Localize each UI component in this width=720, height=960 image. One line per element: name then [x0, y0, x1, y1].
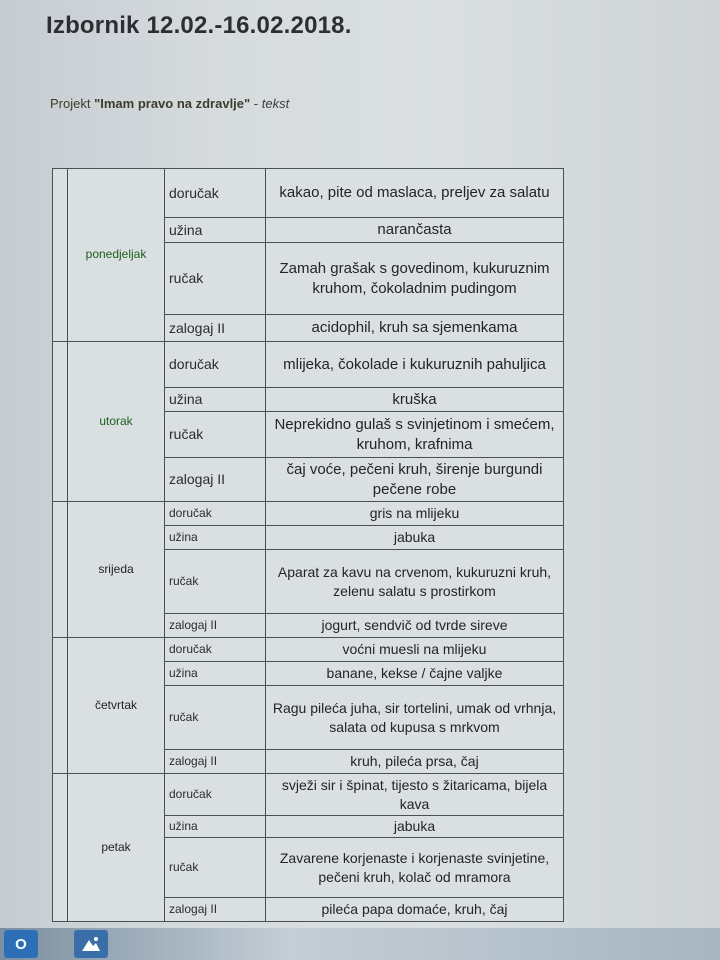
food-cell: gris na mlijeku: [266, 502, 564, 526]
row-stub: [53, 342, 68, 502]
meal-label: zalogaj II: [165, 458, 266, 502]
meal-label: ručak: [165, 686, 266, 750]
project-line: [50, 96, 289, 111]
meal-label: doručak: [165, 342, 266, 388]
food-cell: Ragu pileća juha, sir tortelini, umak od vrhnja, salata od kupusa s mrkvom: [266, 686, 564, 750]
day-label: utorak: [68, 342, 165, 502]
food-cell: kakao, pite od maslaca, preljev za salatu: [266, 169, 564, 218]
outlook-icon[interactable]: [4, 930, 38, 958]
food-cell: acidophil, kruh sa sjemenkama: [266, 315, 564, 342]
meal-label: zalogaj II: [165, 614, 266, 638]
day-label: srijeda: [68, 502, 165, 638]
row-stub: [53, 638, 68, 774]
meal-label: ručak: [165, 838, 266, 898]
table-row: [53, 502, 564, 526]
day-label: ponedjeljak: [68, 169, 165, 342]
day-label: petak: [68, 774, 165, 922]
food-cell: jogurt, sendvič od tvrde sireve: [266, 614, 564, 638]
meal-label: užina: [165, 662, 266, 686]
table-row: [53, 342, 564, 388]
food-cell: voćni muesli na mlijeku: [266, 638, 564, 662]
meal-label: ručak: [165, 243, 266, 315]
food-cell: svježi sir i špinat, tijesto s žitaricama, bijela kava: [266, 774, 564, 816]
meal-label: užina: [165, 526, 266, 550]
project-name: "Imam pravo na zdravlje": [94, 96, 251, 111]
table-row: [53, 638, 564, 662]
meal-label: užina: [165, 388, 266, 412]
meal-label: ručak: [165, 412, 266, 458]
food-cell: čaj voće, pečeni kruh, širenje burgundi pečene robe: [266, 458, 564, 502]
row-stub: [53, 502, 68, 638]
food-cell: kruška: [266, 388, 564, 412]
project-separator: -: [250, 96, 262, 111]
mountain-icon: [80, 935, 102, 953]
food-cell: jabuka: [266, 816, 564, 838]
project-link[interactable]: tekst: [261, 96, 290, 111]
food-cell: Neprekidno gulaš s svinjetinom i smećem, kruhom, krafnima: [266, 412, 564, 458]
meal-label: ručak: [165, 550, 266, 614]
meal-label: zalogaj II: [165, 898, 266, 922]
outlook-icon-letter: O: [15, 935, 27, 953]
food-cell: narančasta: [266, 218, 564, 243]
day-label: četvrtak: [68, 638, 165, 774]
row-stub: [53, 169, 68, 342]
meal-label: užina: [165, 816, 266, 838]
food-cell: banane, kekse / čajne valjke: [266, 662, 564, 686]
project-prefix: Projekt: [50, 96, 95, 111]
meal-label: doručak: [165, 502, 266, 526]
food-cell: Aparat za kavu na crvenom, kukuruzni kruh, zelenu salatu s prostirkom: [266, 550, 564, 614]
meal-label: doručak: [165, 638, 266, 662]
taskbar: [0, 928, 720, 960]
food-cell: Zamah grašak s govedinom, kukuruznim kruhom, čokoladnim pudingom: [266, 243, 564, 315]
food-cell: Zavarene korjenaste i korjenaste svinjetine, pečeni kruh, kolač od mramora: [266, 838, 564, 898]
photos-icon[interactable]: [74, 930, 108, 958]
food-cell: kruh, pileća prsa, čaj: [266, 750, 564, 774]
meal-label: zalogaj II: [165, 750, 266, 774]
meal-label: užina: [165, 218, 266, 243]
row-stub: [53, 774, 68, 922]
food-cell: pileća papa domaće, kruh, čaj: [266, 898, 564, 922]
food-cell: mlijeka, čokolade i kukuruznih pahuljica: [266, 342, 564, 388]
meal-label: doručak: [165, 774, 266, 816]
menu-table: [52, 168, 564, 922]
page-title: Izbornik 12.02.-16.02.2018.: [46, 12, 352, 39]
meal-label: doručak: [165, 169, 266, 218]
table-row: [53, 169, 564, 218]
food-cell: jabuka: [266, 526, 564, 550]
meal-label: zalogaj II: [165, 315, 266, 342]
table-row: [53, 774, 564, 816]
